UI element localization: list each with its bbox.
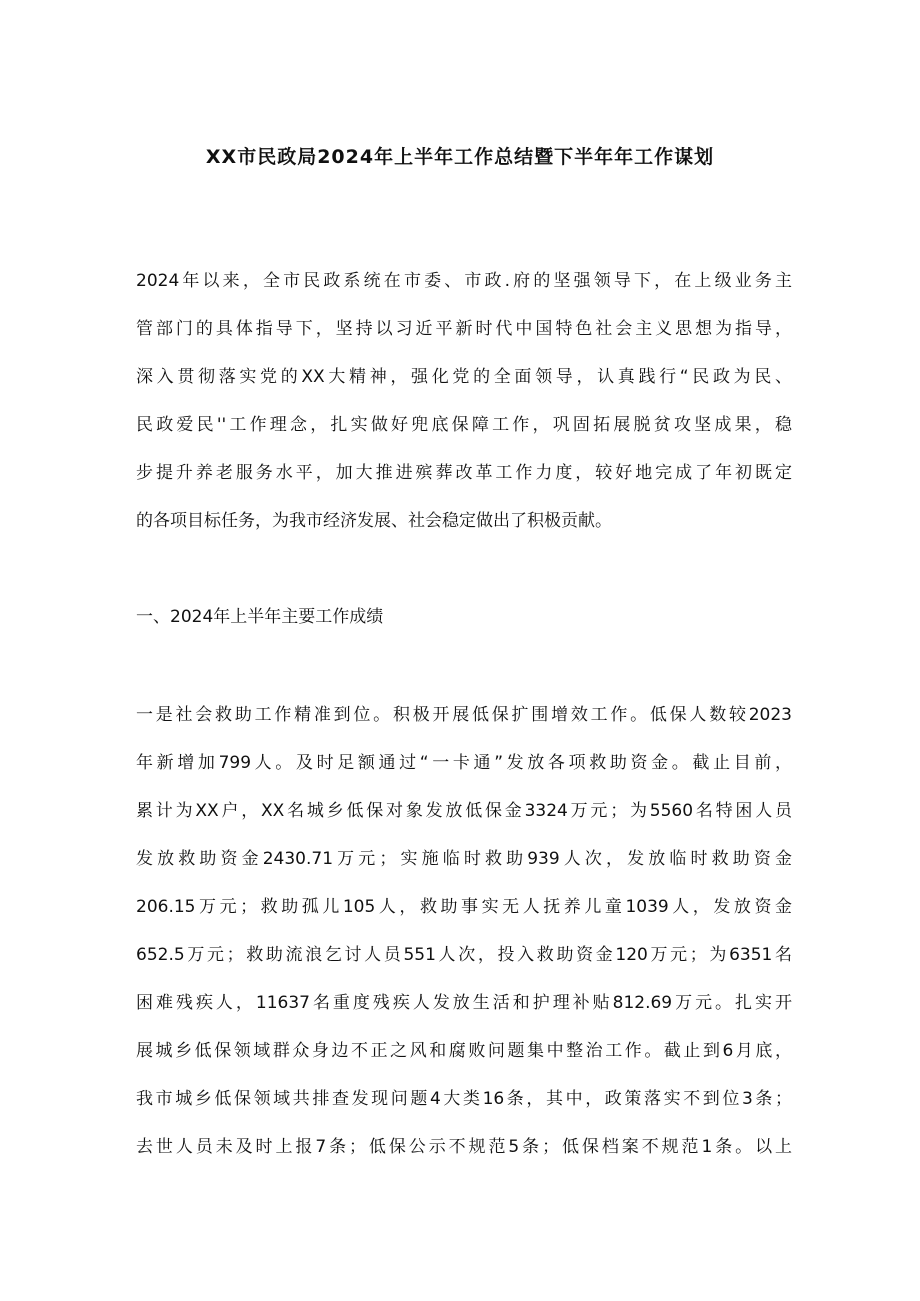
intro-line: 步提升养老服务水平，加大推进殡葬改革工作力度，较好地完成了年初既定 [136, 463, 792, 483]
intro-line: 的各项目标任务，为我市经济发展、社会稳定做出了积极贡献。 [136, 511, 612, 531]
document-title: XX市民政局2024年上半年工作总结暨下半年年工作谋划 [205, 146, 715, 168]
body-line: 我市城乡低保领域共排查发现问题4大类16条，其中，政策落实不到位3条； [136, 1089, 792, 1109]
intro-line: 2024年以来，全市民政系统在市委、市政.府的坚强领导下，在上级业务主 [136, 271, 792, 291]
intro-line: 深入贯彻落实党的XX大精神，强化党的全面领导，认真践行“民政为民、 [136, 367, 792, 387]
body-line: 累计为XX户，XX名城乡低保对象发放低保金3324万元；为5560名特困人员 [136, 801, 792, 821]
intro-line: 民政爱民''工作理念，扎实做好兜底保障工作，巩固拓展脱贫攻坚成果，稳 [136, 415, 792, 435]
body-paragraph [136, 691, 792, 1171]
body-line: 652.5万元；救助流浪乞讨人员551人次，投入救助资金120万元；为6351名 [136, 945, 792, 965]
body-line: 年新增加799人。及时足额通过“一卡通”发放各项救助资金。截止目前， [136, 753, 792, 773]
body-line: 展城乡低保领域群众身边不正之风和腐败问题集中整治工作。截止到6月底， [136, 1041, 792, 1061]
body-line: 发放救助资金2430.71万元；实施临时救助939人次，发放临时救助资金 [136, 849, 792, 869]
body-line: 困难残疾人，11637名重度残疾人发放生活和护理补贴812.69万元。扎实开 [136, 993, 792, 1013]
body-line: 去世人员未及时上报7条；低保公示不规范5条；低保档案不规范1条。以上 [136, 1137, 792, 1157]
intro-paragraph [136, 257, 792, 545]
section-heading: 一、2024年上半年主要工作成绩 [136, 607, 384, 627]
intro-line: 管部门的具体指导下，坚持以习近平新时代中国特色社会主义思想为指导， [136, 319, 792, 339]
body-line: 206.15万元；救助孤儿105人，救助事实无人抚养儿童1039人，发放资金 [136, 897, 792, 917]
body-line: 一是社会救助工作精准到位。积极开展低保扩围增效工作。低保人数较2023 [136, 705, 792, 725]
